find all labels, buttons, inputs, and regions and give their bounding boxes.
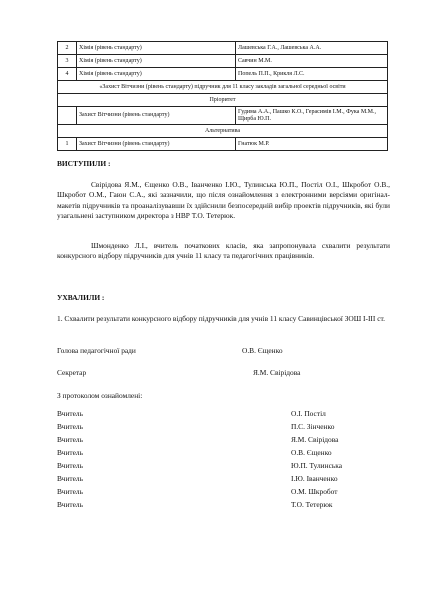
row-subject: Хімія (рівень стандарту) xyxy=(77,55,236,68)
list-item-role: Вчитель xyxy=(57,422,83,431)
row-authors: Гнатюк М.Р. xyxy=(236,138,388,151)
row-number: 2 xyxy=(58,42,77,55)
list-item-name: І.Ю. Іванченко xyxy=(291,474,338,483)
textbook-table xyxy=(57,41,388,151)
spoke-paragraph-1: Свірідова Я.М., Єщенко О.В., Іванченко І.Ю., Тулинська Ю.П., Постіл О.І., Шкробот О.В., Шкробот О.М., Гаюн С.А., які зазначили, що після ознайомлення з електронними версіями оригінал-макетів підручників та проаналізувавши їх здійснили безпосередній вибір проектів підручників, які були узагальнені заступником директора з НВР Т.О. Тетерюк. xyxy=(57,180,390,221)
spoke-heading: ВИСТУПИЛИ : xyxy=(57,159,111,168)
list-item-role: Вчитель xyxy=(57,487,83,496)
list-item-name: О.В. Єщенко xyxy=(291,448,332,457)
secretary-name: Я.М. Свірідова xyxy=(253,368,301,377)
list-item-name: Т.О. Тетерюк xyxy=(291,500,333,509)
section-title: «Захист Вітчизни (рівень стандарту) підручник для 11 класу закладів загальної середньої освіти xyxy=(58,81,388,94)
table-row xyxy=(58,138,388,151)
list-item-role: Вчитель xyxy=(57,409,83,418)
row-authors: Лашевська Г.А., Лашевська А.А. xyxy=(236,42,388,55)
list-item-name: О.І. Постіл xyxy=(291,409,326,418)
row-subject: Захист Вітчизни (рівень стандарту) xyxy=(77,107,236,125)
spoke-paragraph-2: Шмонденко Л.І., вчитель початкових класів, яка запропонувала схвалити результати конкурсного відбору підручників для учнів 11 класу та педагогічних працівників. xyxy=(57,241,390,261)
list-item-role: Вчитель xyxy=(57,435,83,444)
decision-item: 1. Схвалити результати конкурсного відбору підручників для учнів 11 класу Савинцівської ЗОШ І-ІІІ ст. xyxy=(57,314,386,323)
chair-label: Голова педагогічної ради xyxy=(57,346,136,355)
row-subject: Хімія (рівень стандарту) xyxy=(77,42,236,55)
list-item-name: Я.М. Свірідова xyxy=(291,435,339,444)
chair-name: О.В. Єщенко xyxy=(242,346,283,355)
list-item-name: П.С. Зінченко xyxy=(291,422,335,431)
row-number: 3 xyxy=(58,55,77,68)
table-row xyxy=(58,55,388,68)
row-number: 1 xyxy=(58,138,77,151)
decided-heading: УХВАЛИЛИ : xyxy=(57,293,105,302)
row-number xyxy=(58,107,77,125)
row-authors: Савчин М.М. xyxy=(236,55,388,68)
row-subject: Захист Вітчизни (рівень стандарту) xyxy=(77,138,236,151)
list-item-name: Ю.П. Тулинська xyxy=(291,461,343,470)
row-subject: Хімія (рівень стандарту) xyxy=(77,68,236,81)
row-number: 4 xyxy=(58,68,77,81)
table-row xyxy=(58,107,388,125)
list-item-role: Вчитель xyxy=(57,474,83,483)
secretary-label: Секретар xyxy=(57,368,87,377)
row-authors: Попель П.П., Крикля Л.С. xyxy=(236,68,388,81)
table-row xyxy=(58,68,388,81)
list-item-role: Вчитель xyxy=(57,500,83,509)
table-alt-label-row xyxy=(58,125,388,138)
list-item-name: О.М. Шкробот xyxy=(291,487,338,496)
row-authors: Гудима А.А., Пашко К.О., Герасимів І.М., Фука М.М., Щирба Ю.П. xyxy=(236,107,388,125)
list-item-role: Вчитель xyxy=(57,461,83,470)
acquainted-heading: З протоколом ознайомлені: xyxy=(57,391,143,400)
table-row xyxy=(58,42,388,55)
priority-label: Пріоритет xyxy=(58,94,388,107)
alternative-label: Альтернатива xyxy=(58,125,388,138)
list-item-role: Вчитель xyxy=(57,448,83,457)
table-section-row xyxy=(58,81,388,94)
table-priority-label-row xyxy=(58,94,388,107)
